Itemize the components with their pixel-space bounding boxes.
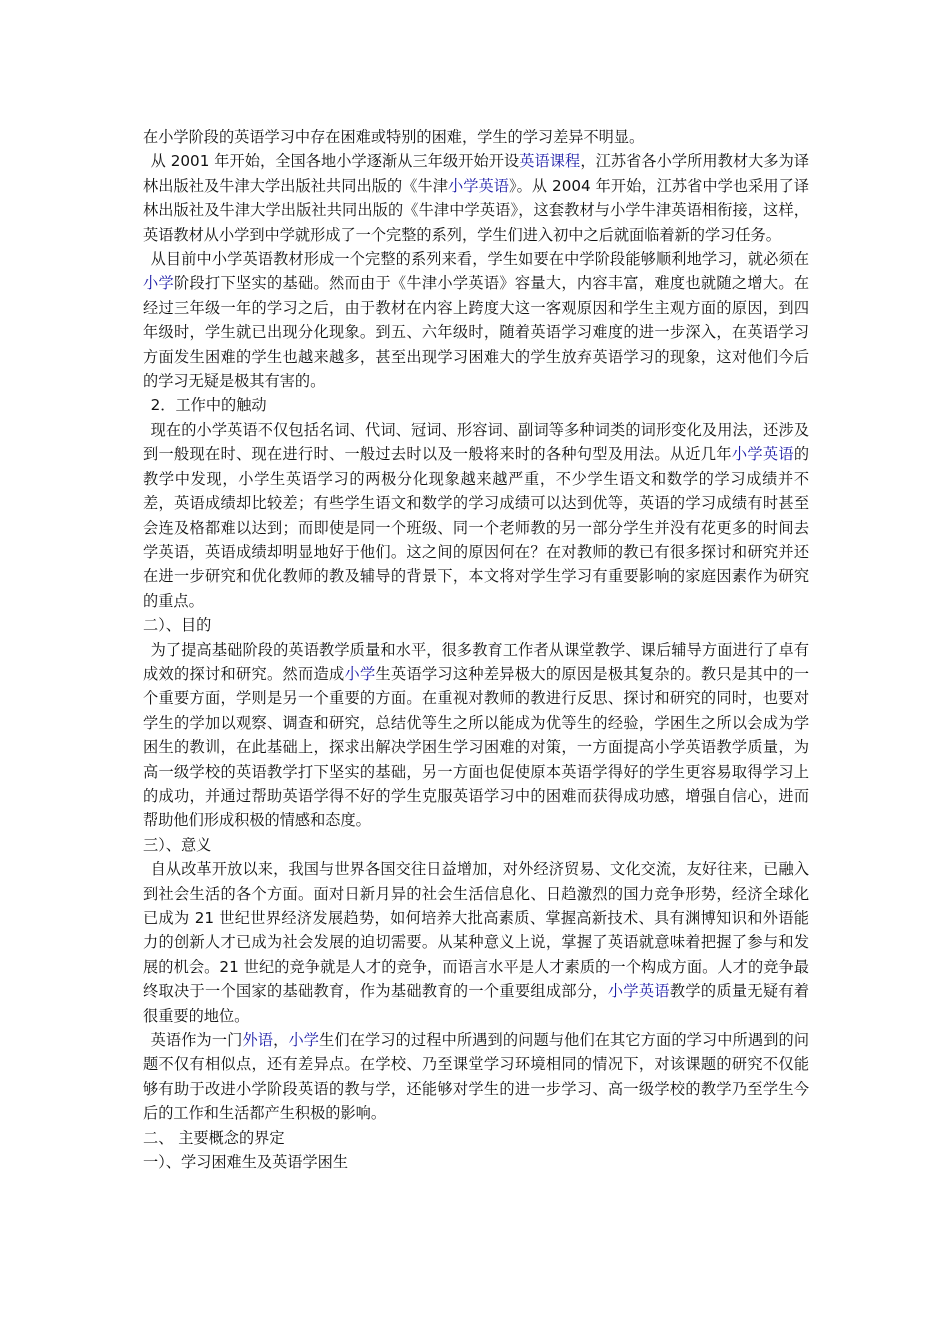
- paragraph-text: 二）、目的: [143, 616, 212, 635]
- inline-link[interactable]: 小学英语: [607, 982, 670, 1001]
- paragraph: [143, 125, 809, 149]
- paragraph: [143, 833, 809, 857]
- paragraph: [143, 1028, 809, 1126]
- paragraph: [143, 638, 809, 833]
- paragraph: [143, 613, 809, 637]
- paragraph-text: 三）、意义: [143, 835, 212, 854]
- inline-link[interactable]: 小学: [143, 274, 174, 293]
- paragraph: [143, 393, 809, 417]
- inline-link[interactable]: 小学: [288, 1031, 320, 1050]
- inline-link[interactable]: 小学英语: [731, 445, 794, 464]
- paragraph-text: 的教学中发现，小学生英语学习的两极分化现象越来越严重，不少学生语文和数学的学习成绩并不差，英语成绩却比较差；有些学生语文和数学的学习成绩可以达到优等，英语的学习成绩有时甚至会连及格都难以达到；而即使是同一个班级、同一个老师教的另一部分学生并没有花更多的时间去学英语，英语成绩却明显地好于他们。这之间的原因何在？在对教师的教已有很多探讨和研究并还在进一步研究和优化教师的教及辅导的背景下，本文将对学生学习有重要影响的家庭因素作为研究的重点。: [143, 445, 810, 610]
- paragraph-text: 在小学阶段的英语学习中存在困难或特别的困难，学生的学习差异不明显。: [143, 128, 645, 146]
- paragraph-text: 从 2001 年开始，全国各地小学逐渐从三年级开始开设: [150, 152, 520, 171]
- paragraph: [143, 418, 809, 613]
- paragraph: [143, 149, 809, 247]
- paragraph-text: 一）、学习困难生及英语学困生: [143, 1153, 349, 1172]
- paragraph-text: 阶段打下坚实的基础。然而由于《牛津小学英语》容量大，内容丰富，难度也就随之增大。在经过三年级一年的学习之后，由于教材在内容上跨度大这一客观原因和学生主观方面的原因，到四年级时，学生就已出现分化现象。到五、六年级时，随着英语学习难度的进一步深入，在英语学习方面发生困难的学生也越来越多，甚至出现学习困难大的学生放弃英语学习的现象，这对他们今后的学习无疑是极其有害的。: [143, 274, 810, 391]
- paragraph: [143, 1126, 809, 1150]
- paragraph-text: ，江苏省各小学所用教材大多为译林出版社及牛津大学出版社共同出版的《牛津: [143, 152, 810, 195]
- paragraph-text: 教学的质量无疑有着很重要的地位。: [143, 982, 810, 1025]
- paragraph-text: 生们在学习的过程中所遇到的问题与他们在其它方面的学习中所遇到的问题不仅有相似点，还有差异点。在学校、乃至课堂学习环境相同的情况下，对该课题的研究不仅能够有助于改进小学阶段英语的教与学，还能够对学生的进一步学习、高一级学校的教学乃至学生今后的工作和生活都产生积极的影响。: [143, 1031, 810, 1123]
- paragraph-text: 生英语学习这种差异极大的原因是极其复杂的。教只是其中的一个重要方面，学则是另一个重要的方面。在重视对教师的教进行反思、探讨和研究的同时，也要对学生的学加以观察、调查和研究，总结优等生之所以能成为优等生的经验，学困生之所以会成为学困生的教训，在此基础上，探求出解决学困生学习困难的对策，一方面提高小学英语教学质量，为高一级学校的英语教学打下坚实的基础，另一方面也促使原本英语学得好的学生更容易取得学习上的成功，并通过帮助英语学得不好的学生克服英语学习中的困难而获得成功感，增强自信心，进而帮助他们形成积极的情感和态度。: [143, 664, 810, 830]
- paragraph-text: 为了提高基础阶段的英语教学质量和水平，很多教育工作者从课堂教学、课后辅导方面进行了卓有成效的探讨和研究。然而造成: [143, 640, 809, 683]
- paragraph-text: 二、 主要概念的界定: [143, 1128, 285, 1147]
- paragraph-text: 》。从 2004 年开始，江苏省中学也采用了译林出版社及牛津大学出版社共同出版的《牛津中学英语》，这套教材与小学牛津英语相衔接，这样，英语教材从小学到中学就形成了一个完整的系列，学生们进入初中之后就面临着新的学习任务。: [143, 176, 810, 244]
- paragraph-text: ，: [273, 1031, 289, 1050]
- paragraph: [143, 247, 809, 393]
- inline-link[interactable]: 小学英语: [448, 176, 509, 195]
- paragraph-text: 现在的小学英语不仅包括名词、代词、冠词、形容词、副词等多种词类的词形变化及用法，还涉及到一般现在时、现在进行时、一般过去时以及一般将来时的各种句型及用法。从近几年: [143, 420, 809, 464]
- paragraph-text: 2．工作中的触动: [150, 396, 267, 415]
- inline-link[interactable]: 小学: [344, 664, 376, 683]
- inline-link[interactable]: 外语: [242, 1031, 274, 1050]
- paragraph-text: 英语作为一门: [150, 1031, 243, 1050]
- paragraph-text: 从目前中小学英语教材形成一个完整的系列来看，学生如要在中学阶段能够顺利地学习，就必须在: [150, 250, 809, 269]
- paragraph-text: 自从改革开放以来，我国与世界各国交往日益增加，对外经济贸易、文化交流，友好往来，已融入到社会生活的各个方面。面对日新月异的社会生活信息化、日趋激烈的国力竞争形势，经济全球化已成为 21 世纪世界经济发展趋势，如何培养大批高素质、掌握高新技术、具有渊博知识和外语能力的创新人才已成为社会发展的迫切需要。从某种意义上说，掌握了英语就意味着把握了参与和发展的机会。21 世纪的竞争就是人才的竞争，而语言水平是人才素质的一个构成方面。人才的竞争最终取决于一个国家的基础教育，作为基础教育的一个重要组成部分，: [143, 860, 809, 1001]
- document-body: [143, 125, 809, 1174]
- inline-link[interactable]: 英语课程: [519, 152, 581, 171]
- paragraph: [143, 857, 809, 1028]
- paragraph: [143, 1150, 809, 1174]
